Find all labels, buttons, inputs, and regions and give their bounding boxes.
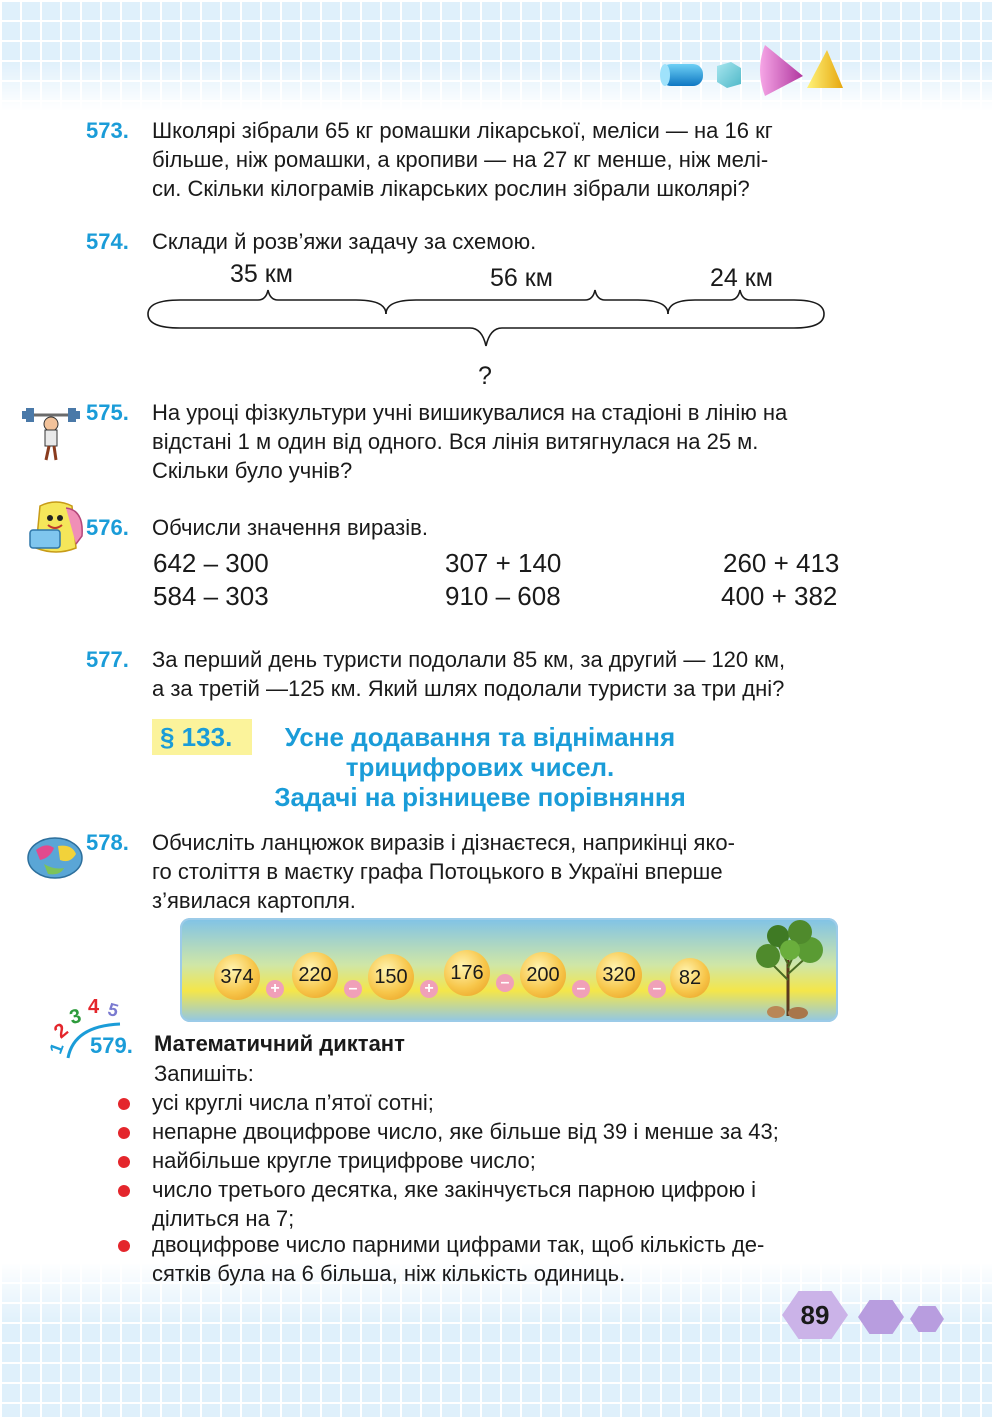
task-573-text — [152, 116, 850, 203]
chain-operator: – — [496, 974, 514, 992]
backpack-icon — [26, 500, 88, 556]
digit: 5 — [105, 999, 121, 1021]
digit: 4 — [88, 996, 100, 1018]
chain-operator: – — [648, 980, 666, 998]
chain-number: 200 — [520, 952, 566, 998]
task-578-line: Обчисліть ланцюжок виразів і дізнаєтеся, наприкінці яко- — [152, 830, 735, 855]
scheme-question: ? — [478, 362, 492, 390]
digit: 1 — [45, 1040, 68, 1057]
task-573-line: си. Скільки кілограмів лікарських рослин зібрали школярі? — [152, 176, 750, 201]
chain-number: 320 — [596, 952, 642, 998]
section-title-line: Задачі на різницеве порівняння — [274, 782, 686, 812]
bullet-icon — [118, 1240, 130, 1252]
dictation-item-line: число третього десятка, яке закінчується парною цифрою і — [152, 1177, 757, 1202]
chain-number: 176 — [444, 950, 490, 996]
expression: 584 – 303 — [153, 581, 269, 611]
task-575-line: На уроці фізкультури учні вишикувалися на стадіоні в лінію на — [152, 400, 788, 425]
task-575-line: відстані 1 м один від одного. Вся лінія витягнулася на 25 м. — [152, 429, 759, 454]
potato-plant-icon — [740, 920, 836, 1020]
task-576-text: Обчисли значення виразів. — [152, 515, 428, 540]
dictation-item — [152, 1146, 850, 1175]
geometric-shapes-icon — [655, 40, 845, 100]
chain-operator: – — [572, 980, 590, 998]
expression: 400 + 382 — [721, 581, 838, 611]
task-number-574: 574. — [86, 229, 129, 254]
expression: 642 – 300 — [153, 548, 269, 578]
dictation-item — [152, 1088, 850, 1117]
weightlifter-icon — [20, 402, 82, 462]
task-579-intro: Запишіть: — [154, 1061, 254, 1086]
task-575-line: Скільки було учнів? — [152, 458, 353, 483]
chain-number: 220 — [292, 952, 338, 998]
bullet-icon — [118, 1127, 130, 1139]
dictation-item-line: двоцифрове число парними цифрами так, щоб кількість де- — [152, 1232, 765, 1257]
task-number-577: 577. — [86, 647, 129, 672]
digit: 3 — [67, 1004, 84, 1030]
dictation-item-line: усі круглі числа п’ятої сотні; — [152, 1090, 434, 1115]
section-title-line: Усне додавання та віднімання — [284, 722, 676, 752]
chain-number: 150 — [368, 954, 414, 1000]
dictation-item — [152, 1175, 850, 1233]
task-number-576: 576. — [86, 515, 129, 540]
page-number: 89 — [800, 1300, 830, 1330]
dictation-item-line: сятків була на 6 більша, ніж кількість одиниць. — [152, 1261, 626, 1286]
dictation-item — [152, 1230, 850, 1288]
expression-chain-panel — [180, 918, 838, 1022]
globe-icon — [24, 834, 86, 882]
chain-operator: + — [420, 980, 438, 998]
task-578-line: з’явилася картопля. — [152, 888, 356, 913]
task-573-line: Школярі зібрали 65 кг ромашки лікарської, меліси — на 16 кг — [152, 118, 773, 143]
expression: 910 – 608 — [445, 581, 561, 611]
task-577-text — [152, 645, 850, 703]
task-number-573: 573. — [86, 118, 129, 143]
bullet-icon — [118, 1185, 130, 1197]
task-number-578: 578. — [86, 830, 129, 855]
section-number: § 133. — [160, 722, 233, 752]
scheme-label-c: 24 км — [710, 264, 773, 292]
dictation-item-line: найбільше кругле трицифрове число; — [152, 1148, 536, 1173]
segment-scheme-diagram — [140, 286, 840, 366]
task-578-line: го століття в маєтку графа Потоцького в Україні вперше — [152, 859, 723, 884]
task-575-text — [152, 398, 850, 485]
expression: 260 + 413 — [723, 548, 840, 578]
task-579-title: Математичний диктант — [154, 1031, 405, 1056]
chain-operator: – — [344, 980, 362, 998]
scheme-label-a: 35 км — [230, 260, 293, 288]
chain-number: 374 — [214, 954, 260, 1000]
chain-number: 82 — [670, 958, 710, 998]
expression: 307 + 140 — [445, 548, 562, 578]
bullet-icon — [118, 1098, 130, 1110]
section-title-line: трицифрових чисел. — [345, 752, 615, 782]
digit: 2 — [49, 1019, 73, 1044]
dictation-item-line: непарне двоцифрове число, яке більше від 39 і менше за 43; — [152, 1119, 779, 1144]
section-title — [250, 722, 710, 812]
dictation-item — [152, 1117, 850, 1146]
bullet-icon — [118, 1156, 130, 1168]
task-number-579: 579. — [90, 1033, 133, 1058]
task-574-text: Склади й розв’яжи задачу за схемою. — [152, 229, 537, 254]
task-573-line: більше, ніж ромашки, а кропиви — на 27 кг менше, ніж мелі- — [152, 147, 769, 172]
scheme-label-b: 56 км — [490, 264, 553, 292]
chain-operator: + — [266, 980, 284, 998]
task-578-text — [152, 828, 850, 915]
task-577-line: а за третій —125 км. Який шлях подолали туристи за три дні? — [152, 676, 785, 701]
task-577-line: За перший день туристи подолали 85 км, за другий — 120 км, — [152, 647, 786, 672]
task-number-575: 575. — [86, 400, 129, 425]
dictation-item-line: ділиться на 7; — [152, 1206, 295, 1231]
